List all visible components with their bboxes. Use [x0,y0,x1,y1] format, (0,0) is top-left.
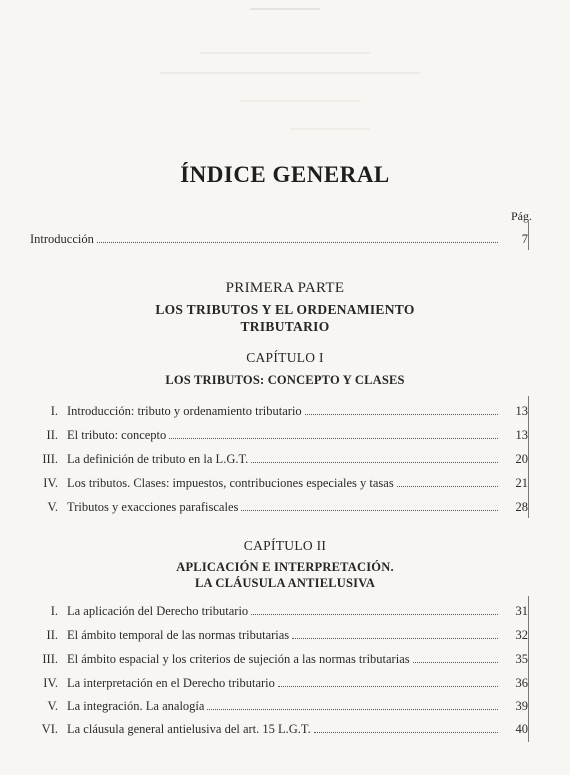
part-title-line2: TRIBUTARIO [240,319,330,334]
leader-dots [314,732,498,733]
toc-entry [30,652,528,667]
toc-entry-text: Los tributos. Clases: impuestos, contribuciones especiales y tasas [67,476,394,490]
toc-entry [30,722,528,737]
toc-entry-page: 39 [515,699,528,713]
bleed-through-mark [290,128,370,130]
toc-entry-number: II. [46,628,58,642]
leader-dots [97,242,498,243]
toc-entry-page: 13 [515,404,528,418]
bleed-through-mark [240,100,360,102]
toc-entry [30,452,528,467]
leader-dots [305,414,498,415]
leader-dots [169,438,498,439]
toc-entry-number: IV. [43,676,58,690]
toc-entry-intro [30,232,528,247]
toc-entry-text: La aplicación del Derecho tributario [67,604,249,618]
bleed-through-mark [200,52,370,54]
toc-entry-number: IV. [43,476,58,490]
chapter-title-line2: LA CLÁUSULA ANTIELUSIVA [194,576,376,590]
toc-entry [30,428,528,443]
column-rule [528,396,529,518]
toc-entry [30,699,528,714]
page-title: ÍNDICE GENERAL [180,162,390,187]
toc-entry-number: I. [50,404,58,418]
leader-dots [251,614,498,615]
toc-entry-page: 32 [515,628,528,642]
part-title-line1: LOS TRIBUTOS Y EL ORDENAMIENTO [155,302,415,317]
part-label: PRIMERA PARTE [225,280,345,296]
toc-entry-page: 13 [515,428,528,442]
chapter-title-line1: APLICACIÓN E INTERPRETACIÓN. [176,560,394,574]
column-rule [528,222,529,250]
toc-entry-text: El tributo: concepto [67,428,167,442]
toc-entry-text: La definición de tributo en la L.G.T. [67,452,249,466]
toc-entry-page: 28 [515,500,528,514]
toc-entry-text: Introducción: tributo y ordenamiento tributario [67,404,302,418]
leader-dots [292,638,498,639]
bleed-through-mark [250,8,320,10]
leader-dots [413,662,498,663]
toc-entry [30,604,528,619]
toc-entry-page: 40 [515,722,528,736]
toc-entry-text: El ámbito espacial y los criterios de sujeción a las normas tributarias [67,652,410,666]
toc-entry [30,676,528,691]
page-column-label: Pág. [511,209,532,223]
leader-dots [241,510,498,511]
leader-dots [278,686,498,687]
toc-entry-page: 31 [515,604,528,618]
toc-entry-text: Tributos y exacciones parafiscales [67,500,239,514]
toc-entry [30,628,528,643]
toc-entry-number: II. [46,428,58,442]
column-rule [528,596,529,742]
leader-dots [207,709,498,710]
toc-entry-page: 7 [521,232,528,246]
toc-entry-number: VI. [41,722,58,736]
toc-entry-page: 20 [515,452,528,466]
toc-entry-text: La cláusula general antielusiva del art. 15 L.G.T. [67,722,311,736]
toc-entry-text: La integración. La analogía [67,699,205,713]
toc-entry-number: V. [47,699,58,713]
bleed-through-mark [160,72,420,74]
toc-entry-text: El ámbito temporal de las normas tributarias [67,628,290,642]
toc-entry-number: I. [50,604,58,618]
toc-entry-number: III. [42,652,58,666]
chapter-label: CAPÍTULO II [243,538,327,553]
toc-entry [30,476,528,491]
leader-dots [251,462,498,463]
toc-entry-page: 35 [515,652,528,666]
toc-entry-text: Introducción [30,232,94,246]
toc-entry-page: 21 [515,476,528,490]
leader-dots [397,486,498,487]
chapter-label: CAPÍTULO I [246,350,324,365]
toc-entry-number: V. [47,500,58,514]
toc-entry [30,500,528,515]
toc-entry-number: III. [42,452,58,466]
toc-entry-page: 36 [515,676,528,690]
toc-entry-text: La interpretación en el Derecho tributario [67,676,275,690]
toc-entry [30,404,528,419]
chapter-title: LOS TRIBUTOS: CONCEPTO Y CLASES [165,373,405,387]
